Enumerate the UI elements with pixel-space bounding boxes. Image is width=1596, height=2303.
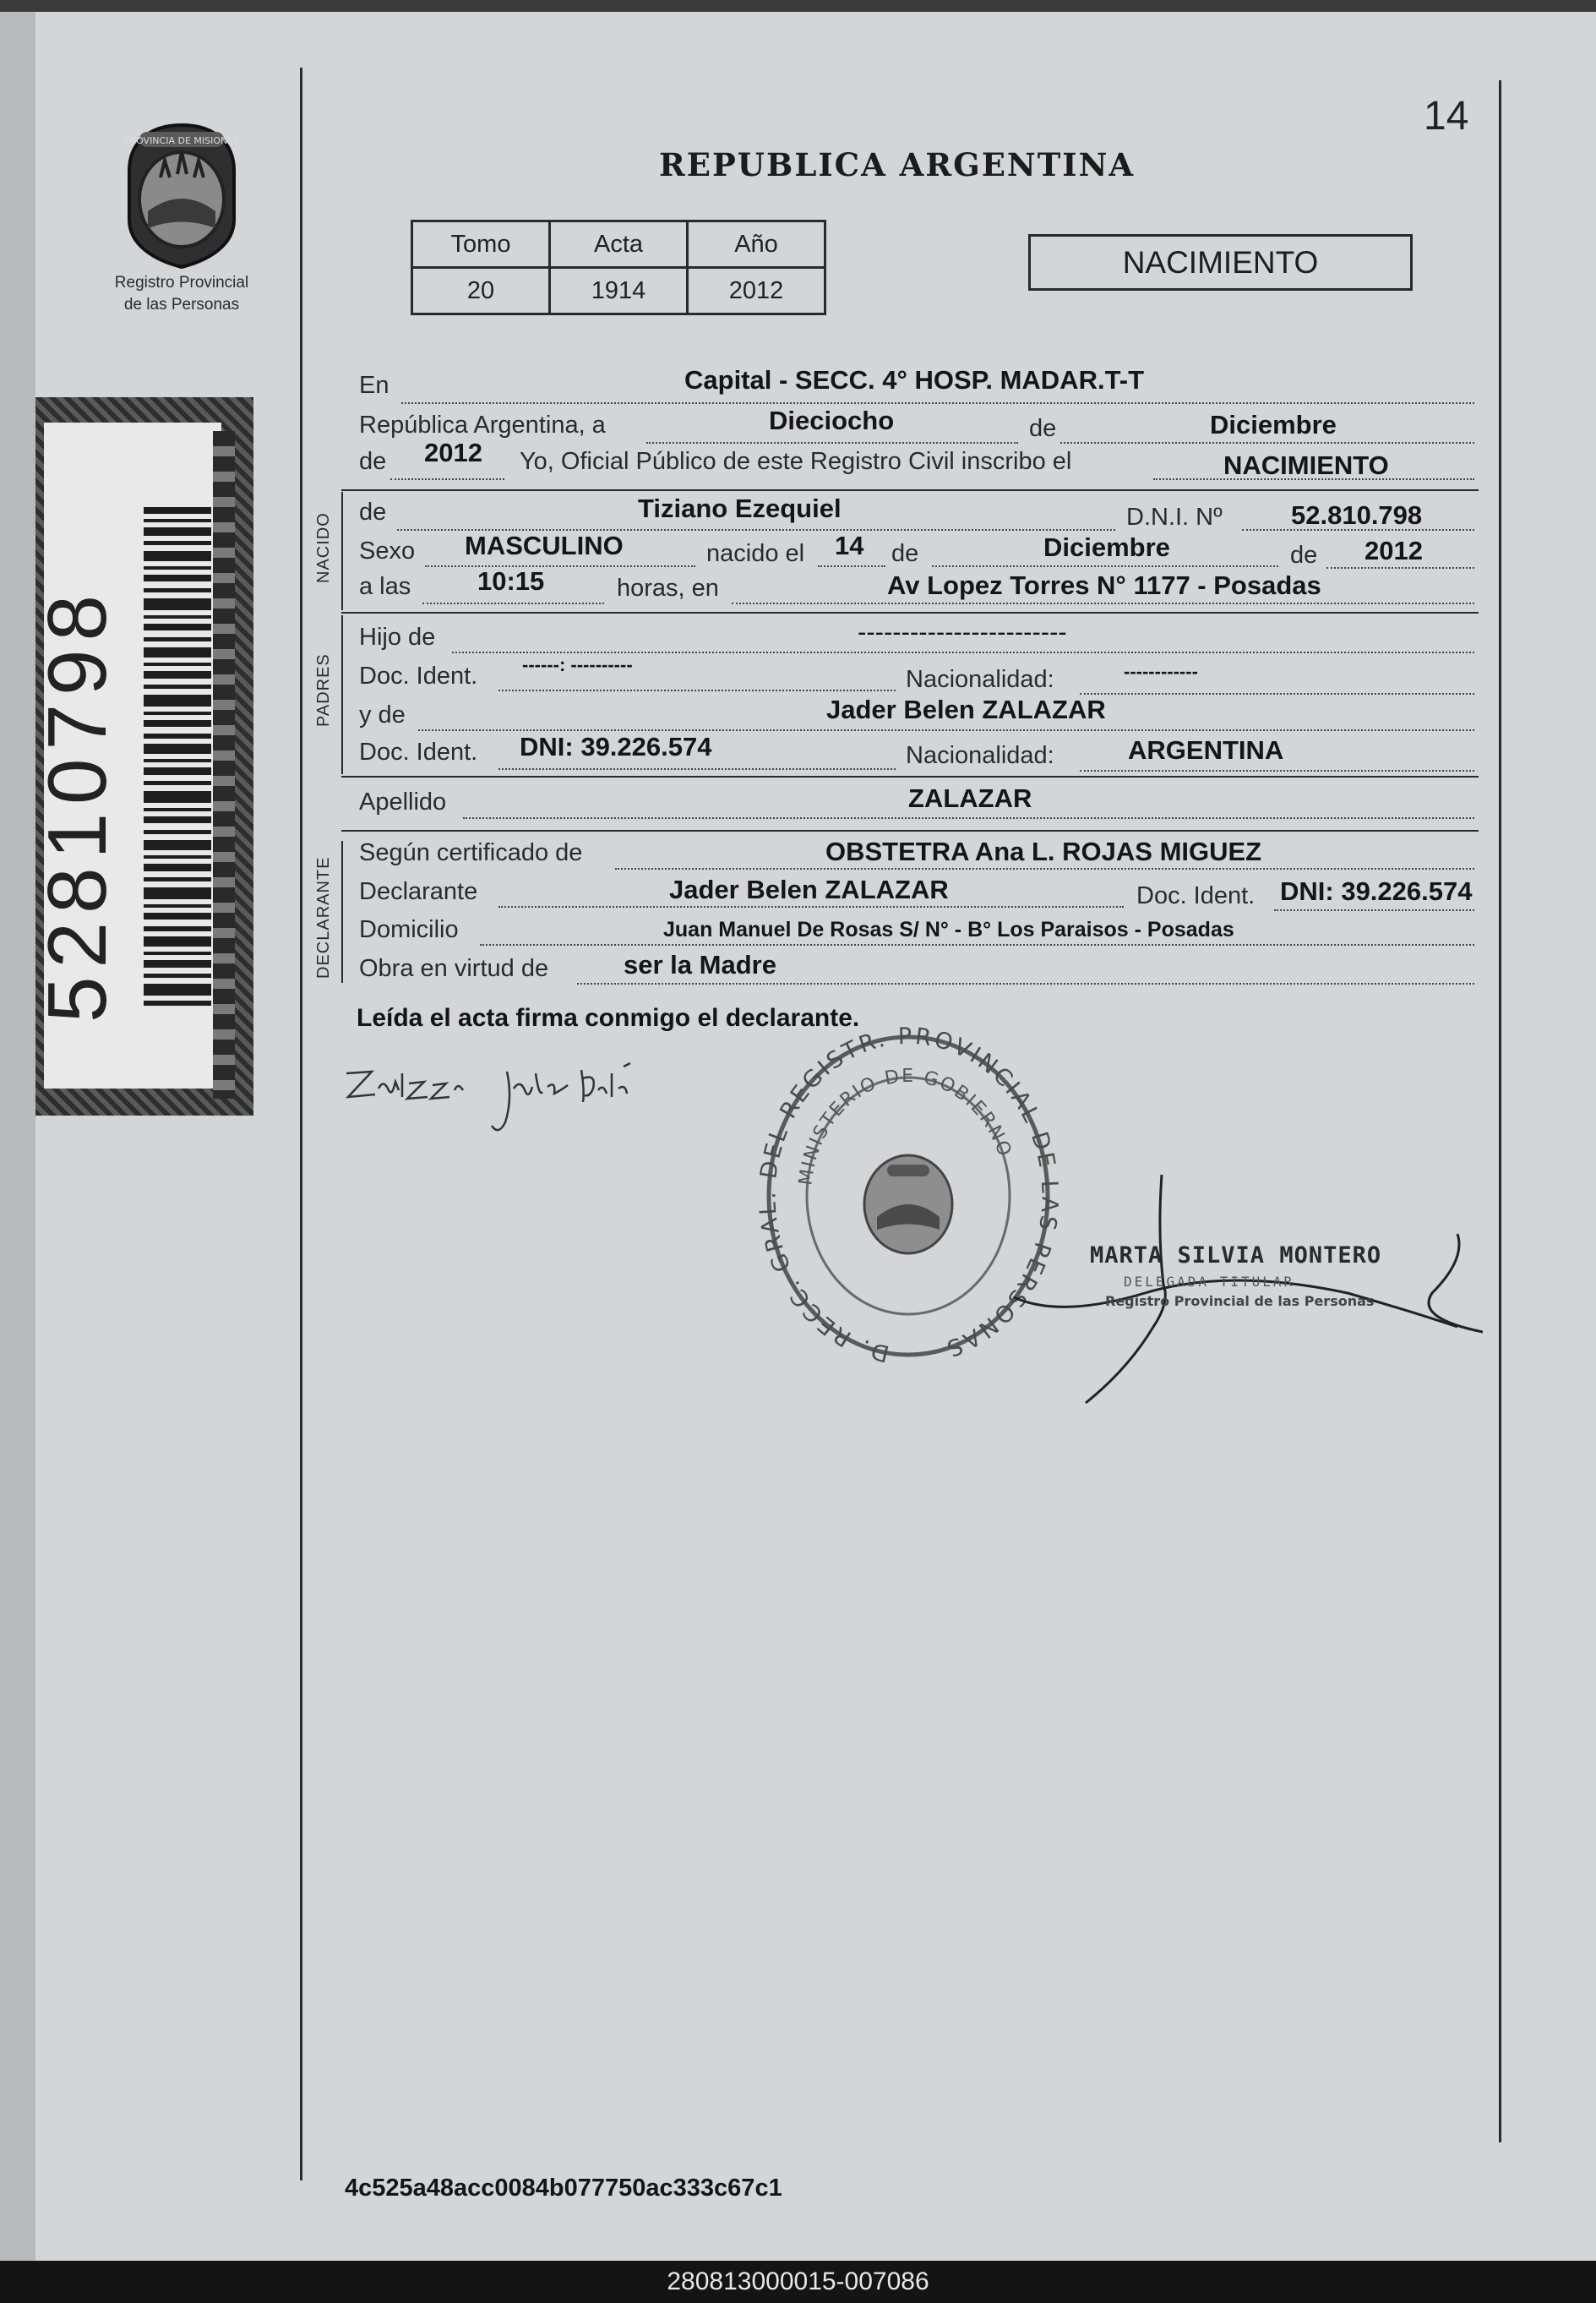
dotted-line <box>401 401 1474 404</box>
dni-label: D.N.I. Nº <box>1126 504 1223 531</box>
de-label: de <box>1290 542 1318 569</box>
official-block <box>1090 1242 1453 1309</box>
nacionalidad-label: Nacionalidad: <box>906 742 1054 769</box>
doc-ident-label: Doc. Ident. <box>1136 882 1256 909</box>
table-row <box>412 268 825 314</box>
sticker-pattern-edge <box>213 431 235 1099</box>
table-header-acta: Acta <box>550 221 688 268</box>
dotted-line <box>418 729 1474 731</box>
en-label: En <box>359 372 389 399</box>
apellido-value: ZALAZAR <box>908 783 1032 813</box>
top-edge <box>0 0 1596 12</box>
dotted-line <box>498 905 1124 908</box>
declarante-doc-value: DNI: 39.226.574 <box>1280 876 1473 906</box>
certificado-value: OBSTETRA Ana L. ROJAS MIGUEZ <box>825 837 1262 866</box>
official-registry: Registro Provincial de las Personas <box>1105 1293 1375 1309</box>
inscribo-value: NACIMIENTO <box>1223 450 1389 480</box>
dotted-line <box>1060 441 1474 444</box>
declarante-section-label: DECLARANTE <box>314 856 333 979</box>
right-margin-line <box>1499 80 1501 2142</box>
mother-name-value: Jader Belen ZALAZAR <box>826 695 1106 724</box>
child-dni-value: 52.810.798 <box>1291 500 1423 530</box>
certificado-label: Según certificado de <box>359 839 583 866</box>
document-hash: 4c525a48acc0084b077750ac333c67c1 <box>345 2175 782 2202</box>
domicilio-label: Domicilio <box>359 916 459 943</box>
dotted-line <box>498 767 896 770</box>
official-name: MARTA SILVIA MONTERO <box>1090 1242 1382 1269</box>
mother-nationality-value: ARGENTINA <box>1128 735 1284 765</box>
y-de-label: y de <box>359 701 406 729</box>
month-value: Diciembre <box>1210 410 1337 439</box>
hijo-de-label: Hijo de <box>359 624 436 651</box>
dotted-line <box>646 441 1018 444</box>
registry-caption-2: de las Personas <box>123 296 240 314</box>
nacido-section-label: NACIDO <box>314 512 333 583</box>
dotted-line <box>390 478 504 480</box>
de-label: de <box>359 448 387 475</box>
svg-text:PROVINCIA DE MISIONES: PROVINCIA DE MISIONES <box>123 135 240 146</box>
domicilio-value: Juan Manuel De Rosas S/ N° - B° Los Paraisos - Posadas <box>663 918 1234 941</box>
section-rule <box>341 612 1479 614</box>
de-label: de <box>891 540 919 567</box>
acta-table <box>411 220 826 315</box>
table-row <box>412 221 825 268</box>
sexo-value: MASCULINO <box>465 531 624 560</box>
mother-doc-value: DNI: 39.226.574 <box>520 732 712 761</box>
dotted-line <box>932 565 1278 567</box>
padres-section-label: PADRES <box>314 653 333 727</box>
child-name-value: Tiziano Ezequiel <box>638 494 842 523</box>
declarant-signature <box>340 1048 695 1141</box>
table-cell-tomo: 20 <box>412 268 550 314</box>
dotted-line <box>1080 692 1474 695</box>
dotted-line <box>1326 566 1474 569</box>
dotted-line <box>425 565 695 567</box>
barcode-number: 52810798 <box>30 586 123 1023</box>
doc-ident-label: Doc. Ident. <box>359 663 478 690</box>
section-bar <box>341 841 343 983</box>
dotted-line <box>1080 769 1474 772</box>
left-margin-line <box>300 68 302 2180</box>
horas-en-label: horas, en <box>617 575 719 602</box>
obra-value: ser la Madre <box>624 950 776 980</box>
svg-text:MINISTERIO DE GOBIERNO: MINISTERIO DE GOBIERNO <box>795 1066 1016 1187</box>
section-bar <box>341 492 343 610</box>
dotted-line <box>480 943 1474 946</box>
sexo-label: Sexo <box>359 538 416 565</box>
oficial-text: Yo, Oficial Público de este Registro Civil inscribo el <box>520 448 1072 475</box>
dotted-line <box>452 651 1474 653</box>
footer-id: 280813000015-007086 <box>0 2261 1596 2303</box>
dotted-line <box>818 565 885 567</box>
country-title: REPUBLICA ARGENTINA <box>659 146 1136 183</box>
document-type-box: NACIMIENTO <box>1028 234 1413 291</box>
section-rule <box>341 489 1479 491</box>
de-label: de <box>1029 415 1057 442</box>
section-bar <box>341 615 343 774</box>
day-value: Dieciocho <box>769 406 895 435</box>
republica-label: República Argentina, a <box>359 412 606 439</box>
declarante-label: Declarante <box>359 878 478 905</box>
year-value: 2012 <box>424 438 482 467</box>
nacionalidad-label: Nacionalidad: <box>906 666 1054 693</box>
dotted-line <box>422 602 604 604</box>
dotted-line <box>498 689 896 691</box>
svg-text:D. RECC. GRAL. DEL REGISTR. PR: D. RECC. GRAL. DEL REGISTR. PROVINCIAL DE LAS PERSONAS <box>754 1023 1063 1367</box>
de-label: de <box>359 499 387 526</box>
section-rule <box>341 776 1479 778</box>
registry-caption-1: Registro Provincial <box>114 274 249 292</box>
official-title: DELEGADA TITULAR <box>1124 1274 1295 1290</box>
birth-day-value: 14 <box>835 531 864 560</box>
dotted-line <box>1274 909 1474 911</box>
doc-ident-label: Doc. Ident. <box>359 739 478 766</box>
leida-statement: Leída el acta firma conmigo el declarante. <box>357 1004 860 1032</box>
place-value: Capital - SECC. 4° HOSP. MADAR.T-T <box>684 365 1145 395</box>
table-cell-ano: 2012 <box>688 268 825 314</box>
seal-emblem-icon <box>864 1155 952 1253</box>
province-shield-icon <box>114 118 249 270</box>
page-number: 14 <box>1424 94 1469 139</box>
page-spine <box>0 0 35 2261</box>
a-las-label: a las <box>359 573 411 600</box>
table-header-ano: Año <box>688 221 825 268</box>
father-doc-value: ------: ---------- <box>522 654 633 675</box>
nacido-el-label: nacido el <box>706 540 805 567</box>
dotted-line <box>732 602 1474 604</box>
dotted-line <box>615 867 1474 870</box>
hour-value: 10:15 <box>477 566 545 596</box>
apellido-label: Apellido <box>359 789 447 816</box>
barcode-icon <box>144 507 211 1006</box>
birth-place-value: Av Lopez Torres N° 1177 - Posadas <box>887 570 1321 600</box>
father-nationality-value: ------------ <box>1124 661 1198 682</box>
birth-year-value: 2012 <box>1364 536 1423 565</box>
table-header-tomo: Tomo <box>412 221 550 268</box>
father-value: ------------------------ <box>858 617 1067 647</box>
declarante-value: Jader Belen ZALAZAR <box>669 875 949 904</box>
obra-label: Obra en virtud de <box>359 955 549 982</box>
dotted-line <box>463 816 1474 819</box>
birth-month-value: Diciembre <box>1043 532 1170 562</box>
dotted-line <box>577 982 1474 985</box>
registry-logo <box>84 118 279 330</box>
section-rule <box>341 830 1479 832</box>
table-cell-acta: 1914 <box>550 268 688 314</box>
